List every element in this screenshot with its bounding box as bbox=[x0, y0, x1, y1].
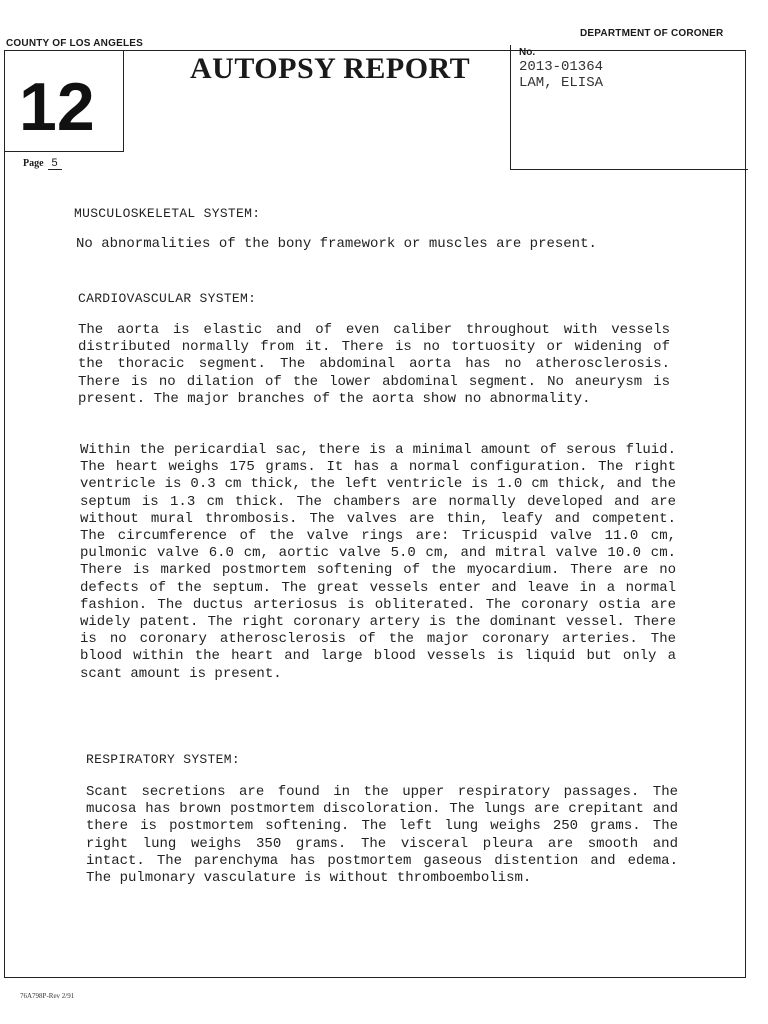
cardiovascular-paragraph-2: Within the pericardial sac, there is a minimal amount of serous fluid. The heart weighs 175 grams. It has a normal configuration. The right ventricle is 0.3 cm thick, the left ventricle is 1.0 cm thick, and the septum is 1.3 cm thick. The chambers are normally developed and are without mural thrombosis. The valves are thin, leafy and competent. The circumference of the valve rings are: Tricuspid valve 11.0 cm, pulmonic valve 6.0 cm, aortic valve 5.0 cm, and mitral valve 10.0 cm. There is marked postmortem softening of the myocardium. There are no defects of the septum. The great vessels enter and leave in a normal fashion. The ductus arteriosus is obliterated. The coronary ostia are widely patent. The right coronary artery is the dominant vessel. There is no coronary atherosclerosis of the major coronary arteries. The blood within the heart and large blood vessels is liquid but only a scant amount is present. bbox=[80, 442, 676, 682]
cardiovascular-heading: CARDIOVASCULAR SYSTEM: bbox=[78, 291, 257, 306]
department-label: DEPARTMENT OF CORONER bbox=[580, 28, 724, 39]
case-number-label: No. bbox=[519, 47, 536, 58]
form-number: 76A798P-Rev 2/91 bbox=[20, 992, 75, 1000]
page-label: Page bbox=[23, 158, 44, 169]
musculoskeletal-heading: MUSCULOSKELETAL SYSTEM: bbox=[74, 206, 261, 221]
report-title: AUTOPSY REPORT bbox=[190, 52, 471, 85]
musculoskeletal-text: No abnormalities of the bony framework or muscles are present. bbox=[76, 236, 597, 252]
page-value: 5 bbox=[48, 157, 62, 170]
page-number-large: 12 bbox=[19, 69, 95, 145]
county-label: COUNTY OF LOS ANGELES bbox=[6, 38, 143, 49]
respiratory-text: Scant secretions are found in the upper respiratory passages. The mucosa has brown postmortem discoloration. The lungs are crepitant and there is postmortem softening. The left lung weighs 250 grams. The right lung weighs 350 grams. The visceral pleura are smooth and intact. The parenchyma has postmortem gaseous distention and edema. The pulmonary vasculature is without thromboembolism. bbox=[86, 784, 678, 887]
decedent-name: LAM, ELISA bbox=[519, 75, 604, 91]
case-info-box bbox=[510, 45, 748, 170]
page-number-box bbox=[5, 51, 124, 152]
case-number: 2013-01364 bbox=[519, 59, 604, 75]
respiratory-heading: RESPIRATORY SYSTEM: bbox=[86, 752, 240, 767]
cardiovascular-paragraph-1: The aorta is elastic and of even caliber throughout with vessels distributed normally from it. There is no tortuosity or widening of the thoracic segment. The abdominal aorta has no atherosclerosis. There is no dilation of the lower abdominal segment. No aneurysm is present. The major branches of the aorta show no abnormality. bbox=[78, 322, 670, 407]
page-indicator bbox=[23, 157, 62, 170]
